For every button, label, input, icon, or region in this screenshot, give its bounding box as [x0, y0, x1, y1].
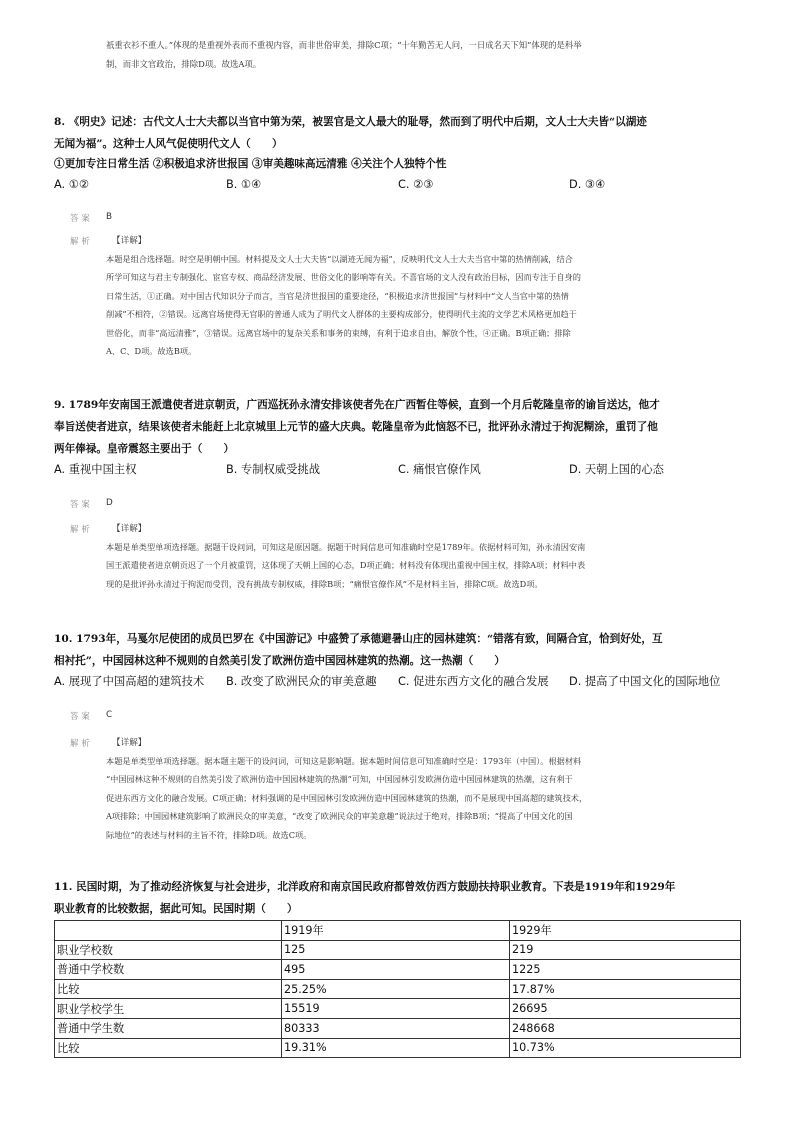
table-cell: 普通中学生数 [55, 1018, 282, 1038]
answer-label: 答案 [70, 213, 93, 223]
table-cell: 比较 [55, 979, 282, 999]
table-header-cell [55, 921, 282, 941]
question-8-stem [54, 111, 647, 155]
option-b[interactable]: B. 专制权威受挑战 [226, 463, 321, 476]
question-9-stem [54, 394, 660, 460]
option-a[interactable]: A. 展现了中国高超的建筑技术 [54, 675, 205, 688]
option-c[interactable]: C. 促进东西方文化的融合发展 [398, 675, 549, 688]
table-header-row [55, 921, 741, 941]
analysis-line: 本题是组合选择题。时空是明朝中国。材料提及文人士大夫皆“以湖迹无闻为福”，反映明代文人士大夫当官中第的热情削减，结合 [106, 254, 573, 264]
analysis-line: 削减”不相符，②错误。远离官场使得无官职的普通人成为了明代文人群体的主要构成部分，使得明代主流的文学艺术风格更加趋于 [106, 309, 577, 320]
question-stem-line: 无闻为福”。这种士人风气促使明代文人（ ） [54, 138, 283, 150]
table-cell: 248668 [510, 1018, 741, 1038]
analysis-line: A、C、D项。故选B项。 [106, 346, 197, 357]
table-cell: 15519 [282, 999, 510, 1019]
table-cell: 80333 [282, 1018, 510, 1038]
question-stem-line: 9. 1789年安南国王派遣使者进京朝贡，广西巡抚孙永清安排该使者先在广西暂住等候，直到一个月后乾隆皇帝的谕旨送达，他才 [54, 399, 660, 411]
answer-value: D [106, 498, 113, 508]
table-cell: 19.31% [282, 1038, 510, 1058]
table-cell: 职业学校学生 [55, 999, 282, 1019]
analysis-line: 世俗化，而非“高远清雅”，③错误。远离官场中的复杂关系和事务的束缚，有利于追求自由，解放个性，④正确。B项正确；排除 [106, 327, 571, 338]
analysis-label: 解析 [70, 738, 93, 748]
question-stem-line: 8. 《明史》记述：古代文人士大夫都以当官中第为荣，被罢官是文人最大的耻辱，然而到了明代中后期，文人士大夫皆“以湖迹 [54, 116, 647, 128]
analysis-line: 日常生活，①正确。对中国古代知识分子而言，当官是济世报国的重要途径，“积极追求济世报国”与材料中“文人当官中第的热情 [106, 290, 569, 301]
table-header-cell: 1919年 [282, 921, 510, 941]
table-row [55, 999, 741, 1019]
option-c[interactable]: C. 痛恨官僚作风 [398, 463, 481, 476]
option-a[interactable]: A. ①② [54, 178, 89, 191]
question-stem-line: 11. 民国时期，为了推动经济恢复与社会进步，北洋政府和南京国民政府都曾效仿西方鼓励扶持职业教育。下表是1919年和1929年 [54, 881, 676, 893]
analysis-line: 本题是单类型单项选择题。据本题主题干的设问词，可知这是影响题。据本题时间信息可知准确时空是：1793年（中国）。根据材料 [106, 756, 582, 766]
question-stem-line: 两年俸禄。皇帝震怒主要出于（ ） [54, 443, 235, 455]
question-8-analysis [106, 250, 721, 360]
table-row [55, 1038, 741, 1058]
table-cell: 10.73% [510, 1038, 741, 1058]
answer-value: B [106, 212, 113, 222]
question-stem-line: 相衬托”，中国园林这种不规则的自然美引发了欧洲仿造中国园林建筑的热潮。这一热潮（ ） [54, 655, 506, 667]
table-cell: 比较 [55, 1038, 282, 1058]
table-cell: 26695 [510, 999, 741, 1019]
table-cell: 职业学校数 [55, 940, 282, 960]
table-cell: 219 [510, 940, 741, 960]
question-10-analysis [106, 752, 721, 844]
analysis-line: A项排除；中国园林建筑影响了欧洲民众的审美意，“改变了欧洲民众的审美意趣”说法过于绝对，排除B项；“提高了中国文化的国 [106, 811, 573, 822]
answer-value: C [106, 710, 113, 720]
option-b[interactable]: B. ①④ [226, 178, 262, 191]
table-cell: 495 [282, 960, 510, 980]
table-cell: 1225 [510, 960, 741, 980]
analysis-label: 解析 [70, 524, 93, 534]
question-9-analysis [106, 538, 721, 593]
question-stem-line: 10. 1793年，马戛尔尼使团的成员巴罗在《中国游记》中盛赞了承德避暑山庄的园林建筑：“错落有致，间隔合宜，恰到好处，互 [54, 633, 663, 645]
table-row [55, 1018, 741, 1038]
table-cell: 25.25% [282, 979, 510, 999]
answer-label: 答案 [70, 499, 93, 509]
option-c[interactable]: C. ②③ [398, 178, 434, 191]
analysis-line: 本题是单类型单项选择题。据题干设问词，可知这是原因题。据题干时间信息可知准确时空是1789年。依据材料可知，孙永清因安南 [106, 542, 586, 552]
option-d[interactable]: D. ③④ [569, 178, 606, 191]
option-b[interactable]: B. 改变了欧洲民众的审美意趣 [226, 675, 377, 688]
prev-analysis-line: 祇重衣衫不重人。”体现的是重视外表而不重视内容，而非世俗审美，排除C项；“十年勤苦无人问，一日成名天下知”体现的是科举 [106, 40, 582, 50]
analysis-line: 促进东西方文化的融合发展。C项正确；材料强调的是中国园林引发欧洲仿造中国园林建筑的热潮，而不是展现中国高超的建筑技术， [106, 792, 588, 803]
analysis-label: 解析 [70, 236, 93, 246]
question-10-stem [54, 628, 663, 672]
prev-analysis-line: 制，而非文官政治，排除D项。故选A项。 [106, 59, 262, 69]
detail-label: 【详解】 [112, 524, 147, 534]
analysis-line: “中国园林这种不规则的自然美引发了欧洲仿造中国园林建筑的热潮”可知，中国园林引发欧洲仿造中国园林建筑的热潮，这有利于 [106, 774, 573, 785]
table-cell: 125 [282, 940, 510, 960]
detail-label: 【详解】 [112, 236, 147, 246]
table-row [55, 960, 741, 980]
question-stem-line: 职业教育的比较数据，据此可知。民国时期（ ） [54, 903, 298, 915]
table-cell: 17.87% [510, 979, 741, 999]
question-8-statements: ①更加专注日常生活 ②积极追求济世报国 ③审美趣味高远清雅 ④关注个人独特个性 [54, 158, 447, 170]
analysis-line: 所学可知这与君主专制强化、宦官专权、商品经济发展、世俗文化的影响等有关。不喜官场的文人没有政治目标，因而专注于自身的 [106, 272, 581, 283]
option-d[interactable]: D. 天朝上国的心态 [569, 463, 664, 476]
answer-label: 答案 [70, 711, 93, 721]
prev-analysis-tail [106, 37, 582, 73]
table-cell: 普通中学校数 [55, 960, 282, 980]
option-a[interactable]: A. 重视中国主权 [54, 463, 137, 476]
detail-label: 【详解】 [112, 738, 147, 748]
table-row [55, 979, 741, 999]
question-stem-line: 奉旨送使者进京，结果该使者未能赶上北京城里上元节的盛大庆典。乾隆皇帝为此恼怒不已，批评孙永清过于拘泥糊涂，重罚了他 [54, 421, 658, 433]
analysis-line: 国王派遣使者进京朝贡迟了一个月被重罚，这体现了天朝上国的心态，D项正确；材料没有体现出重视中国主权，排除A项；材料中表 [106, 560, 586, 571]
table-row [55, 940, 741, 960]
option-d[interactable]: D. 提高了中国文化的国际地位 [569, 675, 721, 688]
analysis-line: 际地位”的表述与材料的主旨不符，排除D项。故选C项。 [106, 829, 312, 840]
question-11-stem [54, 876, 675, 920]
table-header-cell: 1929年 [510, 921, 741, 941]
comparison-table [54, 920, 741, 1058]
analysis-line: 现的是批评孙永清过于拘泥而受罚，没有挑战专制权威，排除B项；“痛恨官僚作风”不是材料主旨，排除C项。故选D项。 [106, 578, 543, 589]
